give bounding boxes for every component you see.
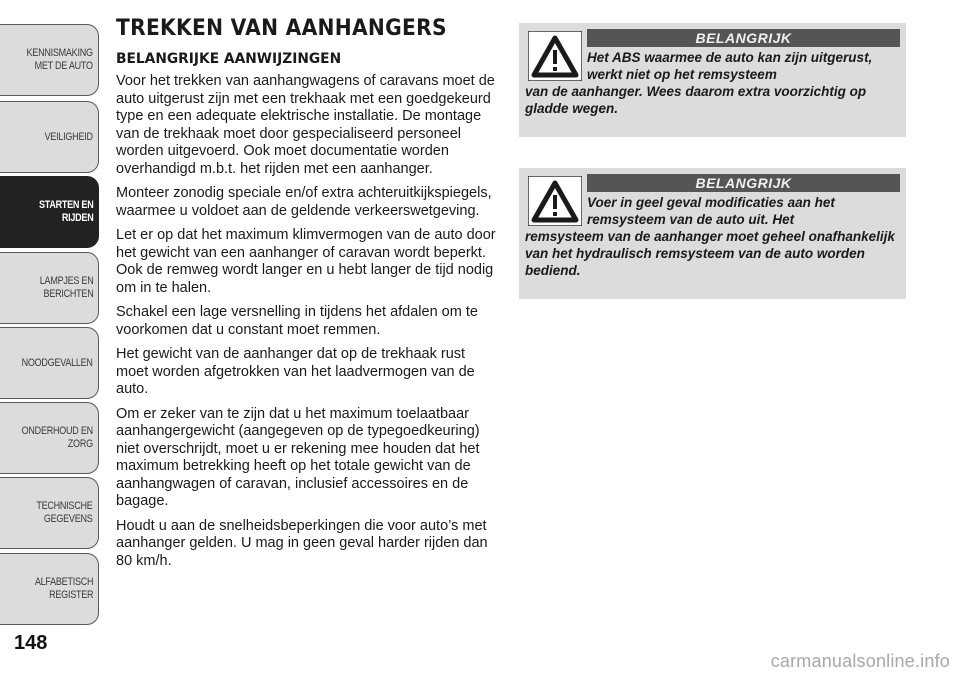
warning-rest: van de aanhanger. Wees daarom extra voorzichtig op gladde wegen. [525,84,867,116]
warning-header: BELANGRIJK [587,29,900,47]
tab-label: ALFABETISCH REGISTER [34,576,93,601]
watermark: carmanualsonline.info [770,651,950,671]
page-number: 148 [14,632,48,654]
chapter-sidebar [0,0,100,678]
paragraph: Houdt u aan de snelheidsbeperkingen die voor auto’s met aanhanger gelden. U mag in geen geval harder rijden dan 80 km/h. [116,517,488,569]
main-content [116,16,498,577]
tab-label: TECHNISCHE GEGEVENS [36,500,93,525]
section-title: TREKKEN VAN AANHANGERS [116,16,447,41]
tab-onderhoud-en-zorg[interactable] [0,402,99,474]
tab-technische-gegevens[interactable] [0,477,99,549]
tab-noodgevallen[interactable] [0,327,99,399]
tab-label: VEILIGHEID [44,130,93,143]
warning-lead: Voer in geel geval modificaties aan het remsysteem van de auto uit. Het [587,195,835,227]
tab-alfabetisch-register[interactable] [0,553,99,625]
paragraph: Monteer zonodig speciale en/of extra achteruitkijkspiegels, waarmee u voldoet aan de geldende verkeerswetgeving. [116,185,492,219]
warning-lead: Het ABS waarmee de auto kan zijn uitgerust, werkt niet op het remsysteem [587,50,873,82]
tab-starten-en-rijden[interactable] [0,176,99,248]
tab-label: NOODGEVALLEN [21,356,93,369]
tab-label: STARTEN EN RIJDEN [38,199,93,224]
tab-label: ONDERHOUD EN ZORG [21,425,93,450]
warning-rest: remsysteem van de aanhanger moet geheel onafhankelijk van het hydraulisch remsysteem van de auto worden bediend. [525,229,895,278]
tab-veiligheid[interactable] [0,101,99,173]
warning-box [519,23,906,137]
tab-kennismaking[interactable] [0,24,99,96]
warning-box [519,168,906,299]
paragraph: Schakel een lage versnelling in tijdens het afdalen om te voorkomen dat u constant moet remmen. [116,304,478,338]
paragraph: Om er zeker van te zijn dat u het maximum toelaatbaar aanhangergewicht (aangegeven op de typegoedkeuring) niet overschrijdt, moet u er rekening mee houden dat het maximum betrekking heeft op het totale gewicht van de aanhangwagen of caravan, inclusief accessoires en de bagage. [116,405,480,509]
warning-triangle-icon [528,176,582,226]
tab-label: KENNISMAKING MET DE AUTO [26,47,93,72]
tab-label: LAMPJES EN BERICHTEN [39,275,93,300]
warning-header: BELANGRIJK [587,174,900,192]
tab-lampjes-en-berichten[interactable] [0,252,99,324]
paragraph: Voor het trekken van aanhangwagens of caravans moet de auto uitgerust zijn met een trekhaak met een goedgekeurd type en een adequate elektrische installatie. De montage van de trekhaak moet door gespecialiseerd personeel worden uitgevoerd. Ook moet documentatie worden overhandigd m.b.t. het rijden met een aanhanger. [116,73,495,177]
warning-triangle-icon [528,31,582,81]
paragraph: Het gewicht van de aanhanger dat op de trekhaak rust moet worden afgetrokken van het laadvermogen van de auto. [116,346,475,397]
paragraph: Let er op dat het maximum klimvermogen van de auto door het gewicht van een aanhanger of caravan wordt beperkt. Ook de remweg wordt langer en u hebt langer de tijd nodig om in te halen. [116,227,496,296]
section-subtitle: BELANGRIJKE AANWIJZINGEN [116,51,342,67]
